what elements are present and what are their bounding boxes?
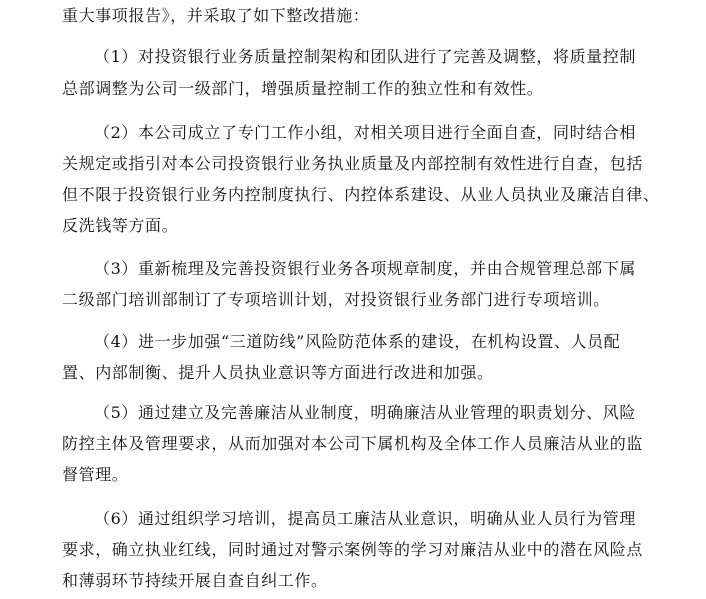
paragraph-3-line-1: （3）重新梳理及完善投资银行业务各项规章制度，并由合规管理总部下属 [94,259,636,278]
paragraph-1-line-1: （1）对投资银行业务质量控制架构和团队进行了完善及调整，将质量控制 [94,47,636,66]
paragraph-1-line-2: 总部调整为公司一级部门，增强质量控制工作的独立性和有效性。 [62,79,544,98]
paragraph-5-line-3: 督管理。 [62,465,129,484]
intro-line: 重大事项报告》，并采取了如下整改措施： [62,6,370,25]
paragraph-2-line-4: 反洗钱等方面。 [62,216,179,235]
paragraph-2-line-1: （2）本公司成立了专门工作小组，对相关项目进行全面自查，同时结合相 [94,123,636,142]
paragraph-6-line-1: （6）通过组织学习培训，提高员工廉洁从业意识，明确从业人员行为管理 [94,509,636,528]
paragraph-5-line-2: 防控主体及管理要求，从而加强对本公司下属机构及全体工作人员廉洁从业的监 [62,434,644,453]
paragraph-6-line-2: 要求，确立执业红线，同时通过对警示案例等的学习对廉洁从业中的潜在风险点 [62,540,644,559]
paragraph-3-line-2: 二级部门培训部制订了专项培训计划，对投资银行业务部门进行专项培训。 [62,290,610,309]
paragraph-5-line-1: （5）通过建立及完善廉洁从业制度，明确廉洁从业管理的职责划分、风险 [94,403,636,422]
paragraph-4-line-1: （4）进一步加强“三道防线”风险防范体系的建设，在机构设置、人员配 [94,332,621,351]
paragraph-2-line-3: 但不限于投资银行业务内控制度执行、内控体系建设、从业人员执业及廉洁自律、 [62,185,660,204]
paragraph-2-line-2: 关规定或指引对本公司投资银行业务执业质量及内部控制有效性进行自查，包括 [62,154,644,173]
paragraph-4-line-2: 置、内部制衡、提升人员执业意识等方面进行改进和加强。 [62,363,494,382]
paragraph-6-line-3: 和薄弱环节持续开展自查自纠工作。 [62,571,328,590]
